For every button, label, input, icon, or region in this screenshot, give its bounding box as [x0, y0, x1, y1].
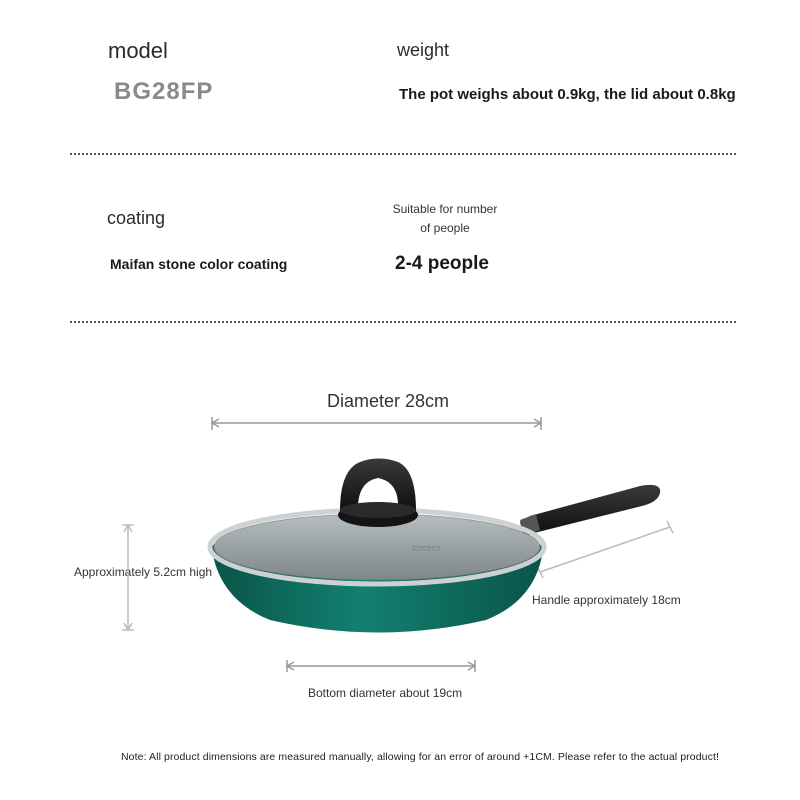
bottom-diameter-label: Bottom diameter about 19cm — [308, 686, 463, 700]
people-label-line1: Suitable for number — [392, 202, 498, 216]
height-label: Approximately 5.2cm high — [74, 565, 213, 579]
model-label: model — [108, 38, 168, 63]
lid-logo-mark: ▭▭▭ — [412, 543, 441, 554]
diameter-label: Diameter 28cm — [327, 391, 450, 411]
lid-knob-icon — [338, 459, 418, 528]
handle-arrow — [537, 521, 673, 578]
diameter-arrow — [212, 417, 541, 430]
weight-label: weight — [397, 40, 450, 60]
people-label-line2: of people — [420, 221, 470, 235]
pan-handle — [520, 485, 660, 537]
people-value: 2-4 people — [395, 253, 489, 274]
bottom-diameter-arrow — [287, 660, 475, 672]
coating-value: Maifan stone color coating — [110, 256, 288, 272]
height-arrow — [122, 525, 134, 630]
coating-label: coating — [107, 208, 166, 228]
handle-label: Handle approximately 18cm — [532, 593, 681, 607]
disclaimer-note: Note: All product dimensions are measured manually, allowing for an error of around +1CM. Please refer to the actual product! — [121, 751, 719, 763]
weight-value: The pot weighs about 0.9kg, the lid about 0.8kg — [399, 86, 736, 103]
model-value: BG28FP — [114, 78, 214, 105]
